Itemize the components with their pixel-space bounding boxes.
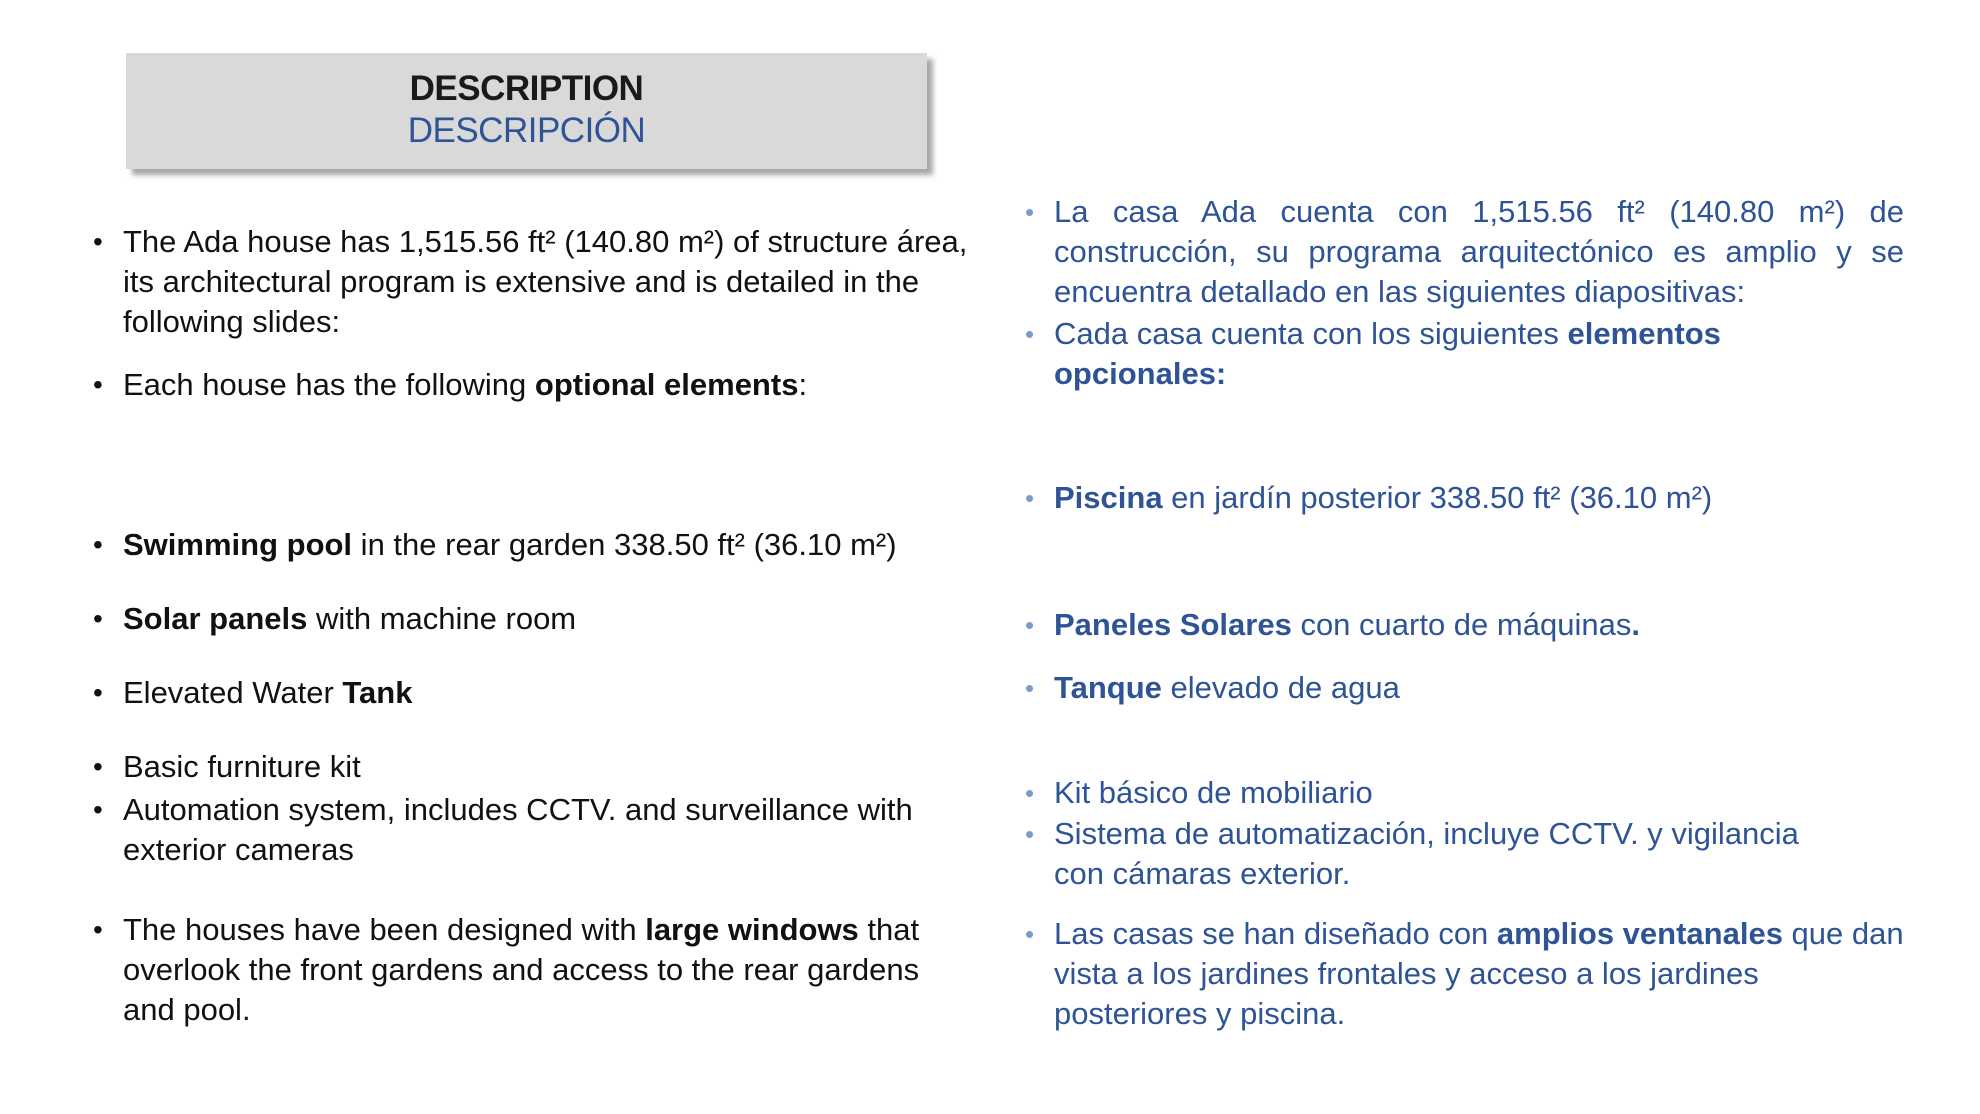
title-english: DESCRIPTION <box>409 69 644 108</box>
spanish-item-3-rest: en jardín posterior 338.50 ft² (36.10 m²) <box>1162 480 1713 515</box>
english-item-6-text: Basic furniture kit <box>123 749 361 784</box>
bullet: • <box>1025 197 1035 227</box>
english-item-4-rest: with machine room <box>307 601 577 636</box>
english-item-3-rest: in the rear garden 338.50 ft² (36.10 m²) <box>352 527 897 562</box>
english-item-8-post: that overlook the front gardens and access to the rear gardens and pool. <box>123 912 920 1027</box>
bullet: • <box>1025 819 1035 849</box>
english-item-2-bold: optional elements <box>534 367 799 402</box>
bullet: • <box>93 914 103 945</box>
english-item-3-bold: Swimming pool <box>123 527 353 562</box>
english-item-8-bold: large windows <box>645 912 859 947</box>
spanish-item-7 <box>1025 814 1854 894</box>
spanish-item-4 <box>1025 605 1904 645</box>
english-item-5-pre: Elevated Water <box>123 675 343 710</box>
spanish-item-4-bold: Paneles Solares <box>1054 607 1292 642</box>
spanish-item-2 <box>1025 314 1854 394</box>
bullet: • <box>93 603 103 634</box>
title-box <box>126 53 927 169</box>
spanish-item-3 <box>1025 478 1904 518</box>
bullet: • <box>93 677 103 708</box>
bullet: • <box>93 751 103 782</box>
bullet: • <box>93 226 103 257</box>
spanish-item-8-post: que dan vista a los jardines frontales y acceso a los jardines posteriores y piscina. <box>1054 916 1904 1031</box>
english-item-5 <box>93 673 973 713</box>
spanish-item-5-bold: Tanque <box>1054 670 1162 705</box>
title-spanish: DESCRIPCIÓN <box>407 111 646 150</box>
bullet: • <box>93 369 103 400</box>
english-item-8-pre: The houses have been designed with <box>123 912 646 947</box>
spanish-item-1 <box>1025 192 1904 312</box>
bullet: • <box>1025 673 1035 703</box>
spanish-item-3-bold: Piscina <box>1054 480 1163 515</box>
english-item-4-bold: Solar panels <box>123 601 308 636</box>
spanish-item-8 <box>1025 914 1914 1034</box>
spanish-item-1-text: La casa Ada cuenta con 1,515.56 ft² (140.80 m²) de construcción, su programa arquitectónico es amplio y se encuentra detallado en las siguientes diapositivas: <box>1054 194 1904 309</box>
english-item-6 <box>93 747 973 787</box>
bullet: • <box>93 529 103 560</box>
spanish-item-8-bold: amplios ventanales <box>1496 916 1783 951</box>
english-item-2 <box>93 365 973 405</box>
english-item-7-text: Automation system, includes CCTV. and surveillance with exterior cameras <box>123 792 913 867</box>
bullet: • <box>1025 319 1035 349</box>
spanish-item-5 <box>1025 668 1904 708</box>
bullet: • <box>93 794 103 825</box>
english-item-1-text: The Ada house has 1,515.56 ft² (140.80 m²) of structure área, its architectural program is extensive and is detailed in the following slides: <box>123 224 968 339</box>
english-item-8 <box>93 910 938 1030</box>
english-item-3 <box>93 525 973 565</box>
english-item-7 <box>93 790 923 870</box>
english-item-2-pre: Each house has the following <box>123 367 535 402</box>
english-item-5-bold: Tank <box>342 675 413 710</box>
spanish-item-7-text: Sistema de automatización, incluye CCTV. y vigilancia con cámaras exterior. <box>1054 816 1799 891</box>
spanish-item-8-pre: Las casas se han diseñado con <box>1054 916 1497 951</box>
spanish-item-4-end: . <box>1631 607 1640 642</box>
bullet: • <box>1025 778 1035 808</box>
spanish-item-2-pre: Cada casa cuenta con los siguientes <box>1054 316 1568 351</box>
spanish-item-6 <box>1025 773 1904 813</box>
spanish-item-2-bold: elementos opcionales: <box>1054 316 1721 391</box>
english-item-4 <box>93 599 973 639</box>
spanish-item-5-rest: elevado de agua <box>1161 670 1400 705</box>
bullet: • <box>1025 610 1035 640</box>
spanish-item-6-text: Kit básico de mobiliario <box>1054 775 1373 810</box>
spanish-item-4-rest: con cuarto de máquinas <box>1291 607 1632 642</box>
bullet: • <box>1025 919 1035 949</box>
english-item-2-post: : <box>798 367 808 402</box>
bullet: • <box>1025 483 1035 513</box>
english-item-1 <box>93 222 973 342</box>
